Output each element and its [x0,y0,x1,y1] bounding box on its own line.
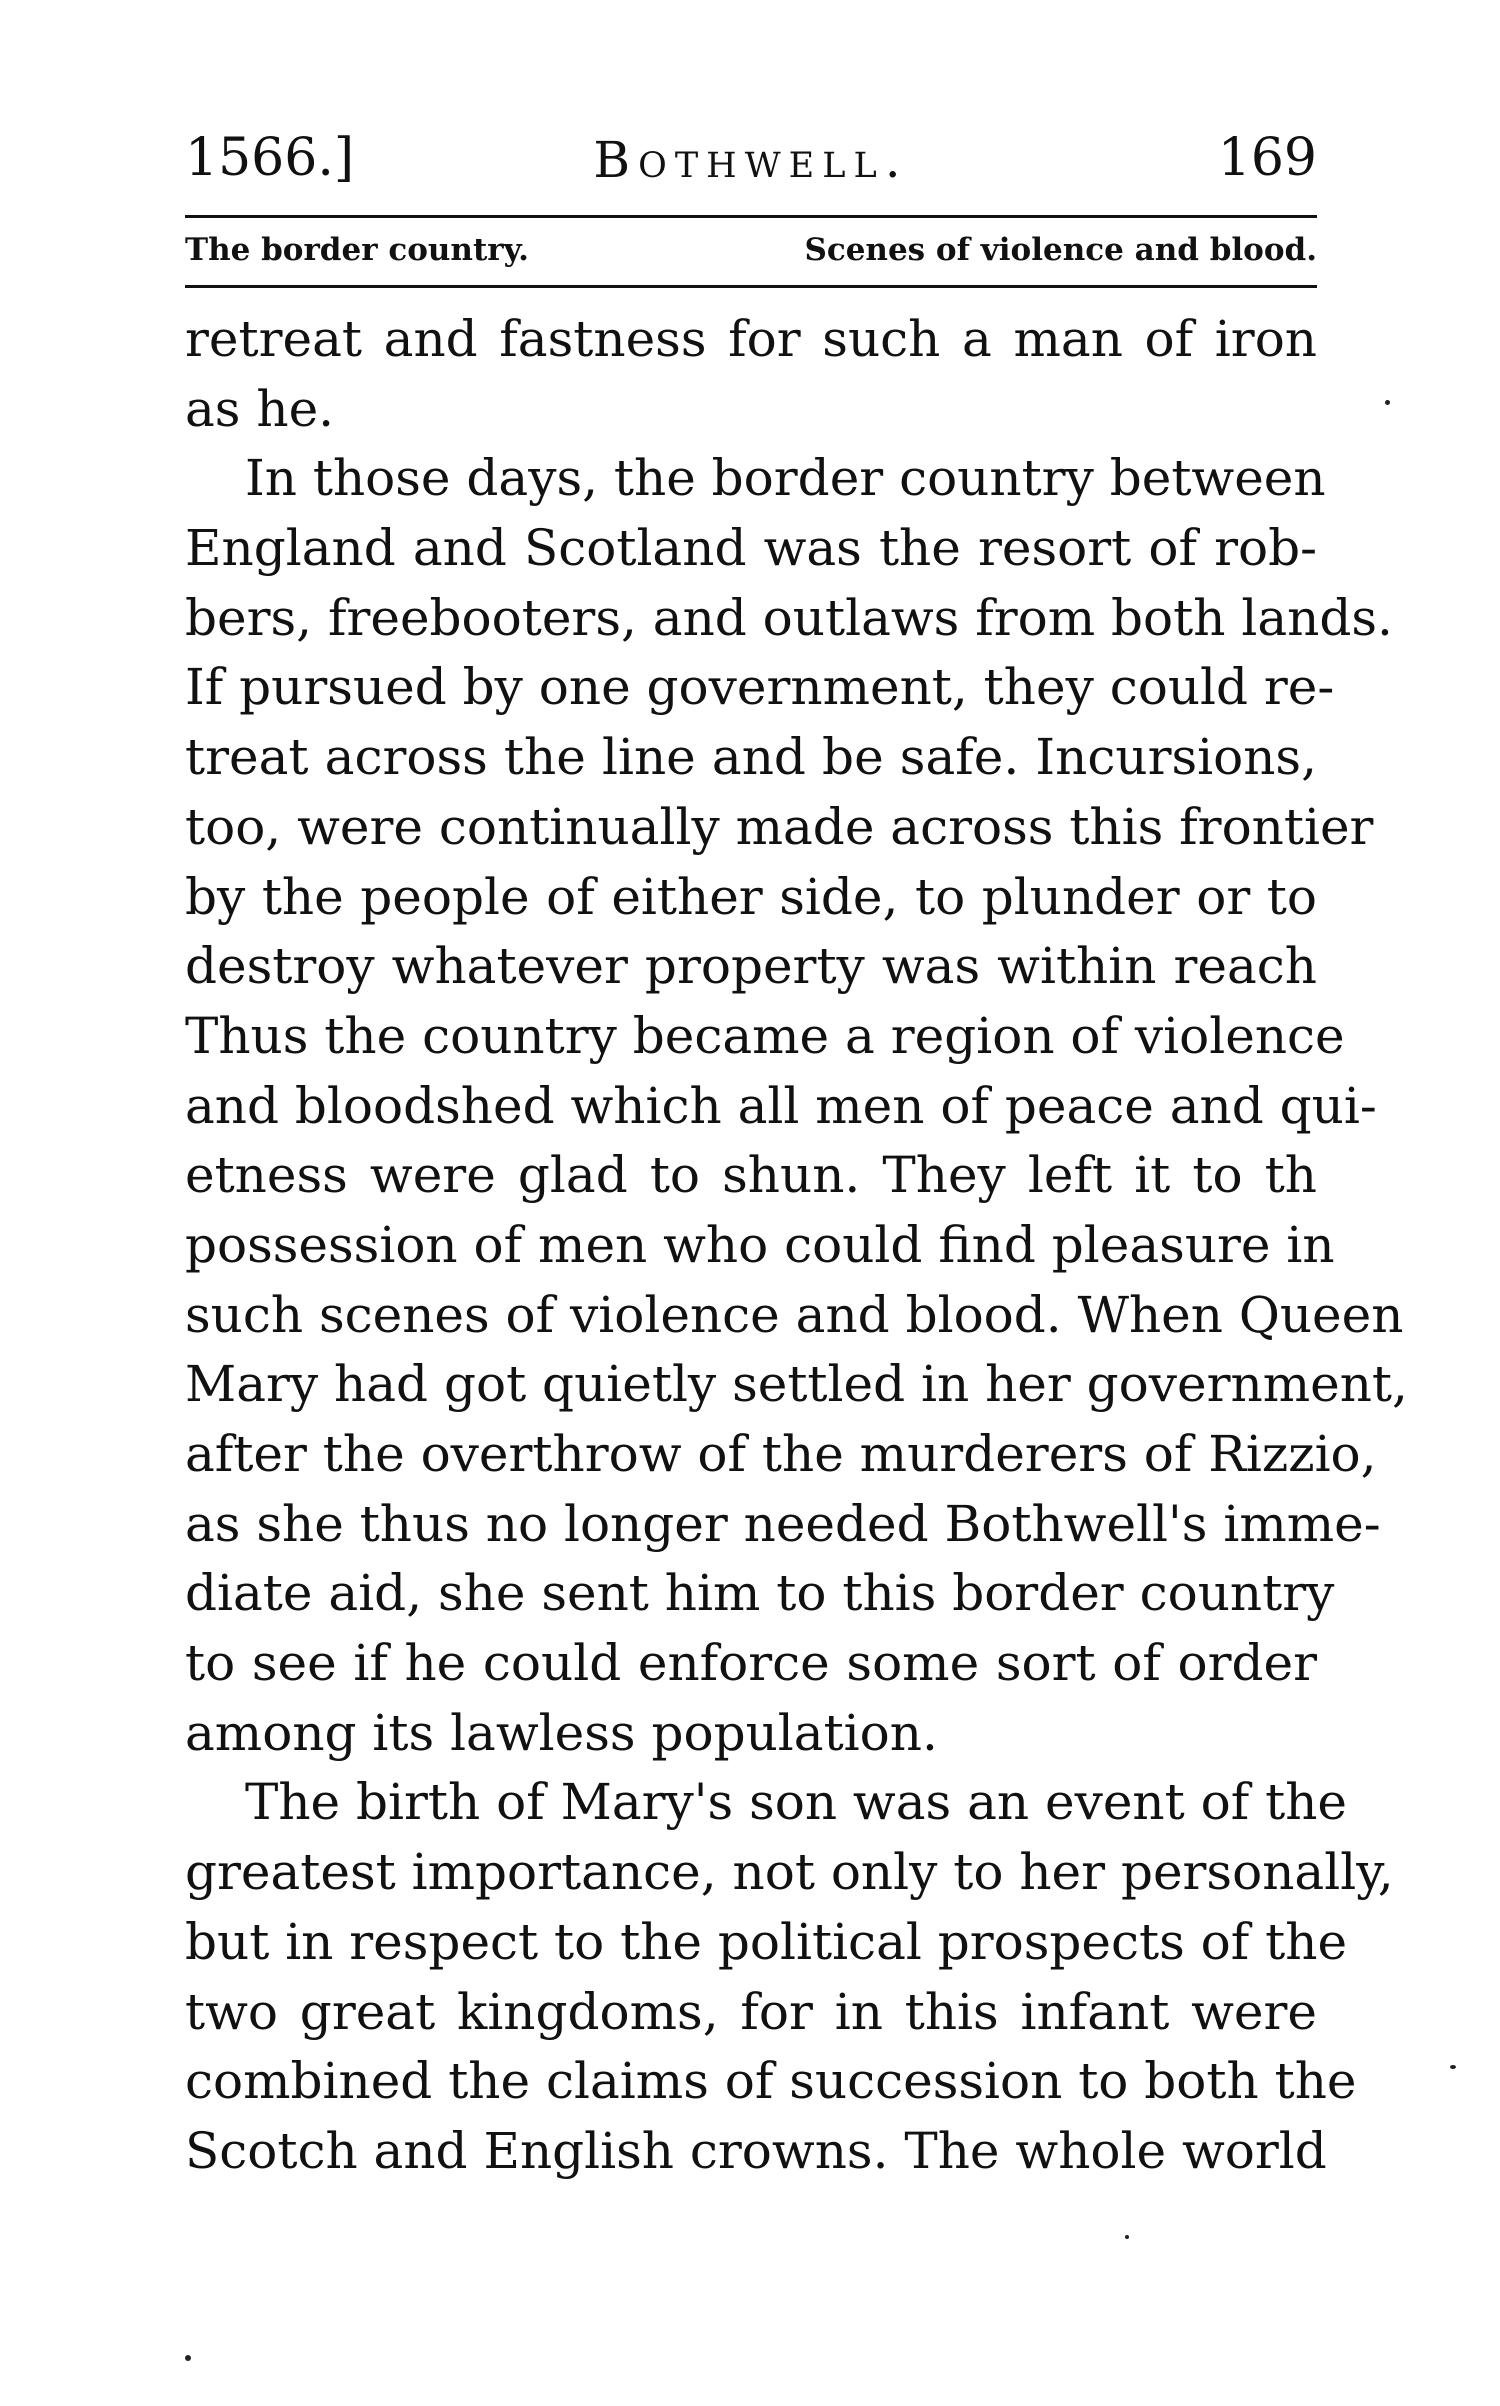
text-line: and bloodshed which all men of peace and qui- [185,1076,1377,1135]
shoulder-note-left: The border country. [185,232,529,268]
text-line: as he. [185,379,335,438]
text-line: greatest importance, not only to her personally, [185,1843,1394,1902]
text-line: among its lawless population. [185,1703,938,1762]
header-rule-bottom [185,285,1317,288]
text-line: etness were glad to shun. They left it to th [185,1146,1317,1205]
scan-speck [185,2355,191,2361]
shoulder-note-right: Scenes of violence and blood. [804,232,1317,268]
text-line: England and Scotland was the resort of rob- [185,519,1317,578]
page-number: 169 [1217,128,1317,188]
text-line: but in respect to the political prospects of the [185,1912,1348,1971]
body-text [185,305,1408,2187]
text-line: as she thus no longer needed Bothwell's imme- [185,1494,1381,1553]
paragraph-start-line: In those days, the border country between [245,449,1326,508]
text-line: too, were continually made across this frontier [185,797,1374,856]
text-line: such scenes of violence and blood. When Queen [185,1285,1404,1344]
running-head [185,120,1317,200]
text-line: after the overthrow of the murderers of Rizzio, [185,1425,1377,1483]
text-line: destroy whatever property was within reach [185,937,1317,996]
text-line: to see if he could enforce some sort of order [185,1634,1317,1693]
text-line: combined the claims of succession to both the [185,2052,1357,2111]
text-line: retreat and fastness for such a man of iron [185,310,1317,368]
text-line: by the people of either side, to plunder or to [185,867,1317,926]
text-line: diate aid, she sent him to this border country [185,1564,1335,1623]
text-line: two great kingdoms, for in this infant were [185,1982,1317,2041]
header-rule-top [185,215,1317,218]
text-line: Mary had got quietly settled in her government, [185,1355,1408,1414]
text-line: Scotch and English crowns. The whole world [185,2121,1327,2180]
text-line: Thus the country became a region of violence [185,1006,1345,1065]
text-line: bers, freebooters, and outlaws from both lands. [185,588,1393,647]
text-line: If pursued by one government, they could re- [185,658,1335,717]
scan-speck [1125,2235,1129,2239]
paragraph-start-line: The birth of Mary's son was an event of the [245,1773,1348,1832]
text-line: possession of men who could find pleasure in [185,1215,1335,1274]
scan-speck [1450,2065,1456,2069]
scan-speck [1385,400,1390,405]
header-title: Bothwell. [593,131,909,189]
header-year: 1566.] [185,128,355,188]
text-line: treat across the line and be safe. Incursions, [185,728,1317,787]
